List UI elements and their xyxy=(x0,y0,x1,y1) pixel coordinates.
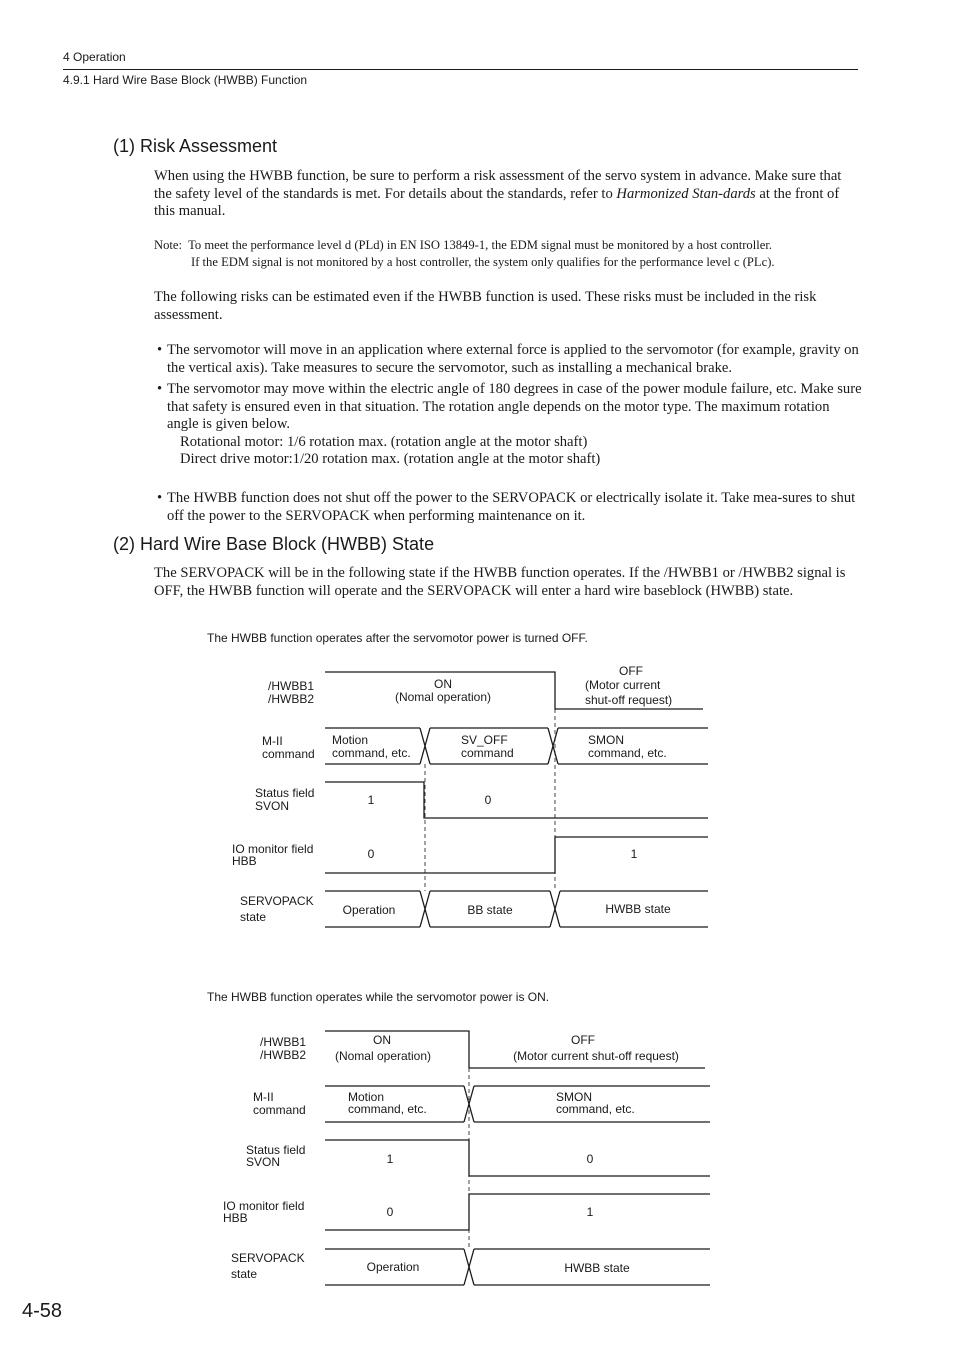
d2-hwbb-off: OFF xyxy=(571,1033,595,1047)
rotation-limit-rotational: Rotational motor: 1/6 rotation max. (rotation angle at the motor shaft) xyxy=(180,433,588,450)
d1-hbb-0: 0 xyxy=(367,847,375,861)
d2-label-servopack: SERVOPACK xyxy=(231,1251,305,1265)
d2-hbb-1: 1 xyxy=(586,1205,594,1219)
d1-label-svon: SVON xyxy=(255,799,290,813)
note-text-1: To meet the performance level d (PLd) in EN ISO 13849-1, the EDM signal must be monitored by a host controller. xyxy=(188,238,772,252)
d2-svon-waveform xyxy=(325,1140,710,1176)
d2-label-state: state xyxy=(231,1267,258,1281)
harmonized-standards-ref: Harmonized Stan-dards xyxy=(616,185,756,202)
diagram-2-caption: The HWBB function operates while the servomotor power is ON. xyxy=(207,990,550,1004)
d1-hwbb-off-sub1: (Motor current xyxy=(585,678,661,692)
d2-hbb-0: 0 xyxy=(386,1205,394,1219)
d1-svon-1: 1 xyxy=(367,793,375,807)
d1-label-hbb: HBB xyxy=(232,854,257,868)
timing-diagram-1-labels xyxy=(232,664,672,924)
d2-cmd-smon-sub: command, etc. xyxy=(556,1102,635,1116)
d2-cmd-motion-sub: command, etc. xyxy=(348,1102,427,1116)
d2-state-operation: Operation xyxy=(366,1260,420,1274)
d2-hbb-waveform xyxy=(325,1194,710,1230)
d1-cmd-motion: Motion xyxy=(332,733,369,747)
d1-hwbb-off-sub2: shut-off request) xyxy=(585,693,673,707)
d1-state-hwbb: HWBB state xyxy=(605,902,671,916)
d1-hbb-1: 1 xyxy=(630,847,638,861)
section-header: 4.9.1 Hard Wire Base Block (HWBB) Function xyxy=(63,73,308,87)
risk-paragraph-1-a: When using the HWBB function, be sure to perform a risk assessment of the servo system in advance. Make sure that the safety level of the standards is met. For details about the standards, refer to xyxy=(154,168,842,202)
d1-hwbb-off: OFF xyxy=(619,664,643,678)
section-title-hwbb-state: (2) Hard Wire Base Block (HWBB) State xyxy=(113,534,435,554)
bullet-dot: • xyxy=(157,381,163,397)
d1-label-state: state xyxy=(240,910,267,924)
d1-hwbb-on: ON xyxy=(434,677,452,691)
d1-cmd-smon: SMON xyxy=(588,733,624,747)
d1-label-hwbb2: /HWBB2 xyxy=(268,692,315,706)
d1-state-operation: Operation xyxy=(342,903,396,917)
d1-label-m2: M-II xyxy=(262,734,283,748)
d1-svon-waveform xyxy=(325,782,708,818)
d2-label-m2: M-II xyxy=(253,1090,274,1104)
d2-label-status: Status field xyxy=(246,1143,306,1157)
d1-svon-0: 0 xyxy=(484,793,492,807)
chapter-header: 4 Operation xyxy=(63,50,126,64)
d2-hwbb-off-sub: (Motor current shut-off request) xyxy=(513,1049,679,1063)
d1-cmd-svoff-sub: command xyxy=(461,746,514,760)
d2-label-io: IO monitor field xyxy=(223,1199,305,1213)
d2-cmd-motion: Motion xyxy=(348,1090,385,1104)
d1-hwbb-on-sub: (Nomal operation) xyxy=(394,690,492,704)
d2-label-command: command xyxy=(253,1103,306,1117)
d1-cmd-motion-sub: command, etc. xyxy=(332,746,411,760)
bullet-1-text: The servomotor will move in an application where external force is applied to the servomotor (for example, gravity on the vertical axis). Take measures to secure the servomotor, such as installing a mechanical brake. xyxy=(167,342,859,376)
section-title-risk-assessment: (1) Risk Assessment xyxy=(113,136,278,156)
d1-cmd-svoff: SV_OFF xyxy=(461,733,508,747)
d1-state-bb: BB state xyxy=(467,903,513,917)
d2-label-hwbb2: /HWBB2 xyxy=(260,1048,307,1062)
rotation-limit-direct-drive: Direct drive motor:1/20 rotation max. (rotation angle at the motor shaft) xyxy=(180,451,601,467)
d1-label-io: IO monitor field xyxy=(232,842,314,856)
d1-label-command: command xyxy=(262,747,315,761)
d1-label-servopack: SERVOPACK xyxy=(240,894,314,908)
d1-cmd-smon-sub: command, etc. xyxy=(588,746,667,760)
page-number: 4-58 xyxy=(22,1300,63,1322)
risk-paragraph-2: The following risks can be estimated even if the HWBB function is used. These risks must be included in the risk assessment. xyxy=(154,289,817,323)
d1-label-status: Status field xyxy=(255,786,315,800)
d1-hbb-waveform xyxy=(325,837,708,873)
hwbb-state-paragraph: The SERVOPACK will be in the following state if the HWBB function operates. If the /HWBB1 or /HWBB2 signal is OFF, the HWBB function will operate and the SERVOPACK will enter a hard wire baseblock (HWBB) state. xyxy=(154,565,846,599)
bullet-2-text: The servomotor may move within the electric angle of 180 degrees in case of the power module failure, etc. Make sure that safety is ensured even in that situation. The rotation angle depends on the motor type. The maximum rotation angle is given below. xyxy=(167,381,862,432)
d2-hwbb-on-sub: (Nomal operation) xyxy=(334,1049,432,1063)
d2-cmd-smon: SMON xyxy=(556,1090,592,1104)
d2-svon-1: 1 xyxy=(386,1152,394,1166)
d2-svon-0: 0 xyxy=(586,1152,594,1166)
bullet-dot: • xyxy=(157,490,163,506)
bullet-3-text: The HWBB function does not shut off the power to the SERVOPACK or electrically isolate it. Take mea-sures to shut off the power to the SERVOPACK when performing maintenance on it. xyxy=(167,490,856,524)
d2-hwbb-on: ON xyxy=(373,1033,391,1047)
d2-state-hwbb: HWBB state xyxy=(564,1261,630,1275)
bullet-dot: • xyxy=(157,342,163,358)
note-line-2: If the EDM signal is not monitored by a host controller, the system only qualifies for the performance level c (PLc). xyxy=(191,255,775,269)
diagram-1-caption: The HWBB function operates after the servomotor power is turned OFF. xyxy=(207,631,588,645)
d1-label-hwbb1: /HWBB1 xyxy=(268,679,315,693)
timing-diagram-2 xyxy=(325,1031,710,1285)
timing-diagram-2-labels xyxy=(223,1033,679,1281)
d2-label-hbb: HBB xyxy=(223,1211,248,1225)
note-label: Note: xyxy=(154,238,182,252)
timing-diagram-1 xyxy=(325,672,708,927)
d2-label-hwbb1: /HWBB1 xyxy=(260,1035,307,1049)
d2-label-svon: SVON xyxy=(246,1155,281,1169)
risk-paragraph-1-b: at the front of this manual. xyxy=(154,185,840,219)
